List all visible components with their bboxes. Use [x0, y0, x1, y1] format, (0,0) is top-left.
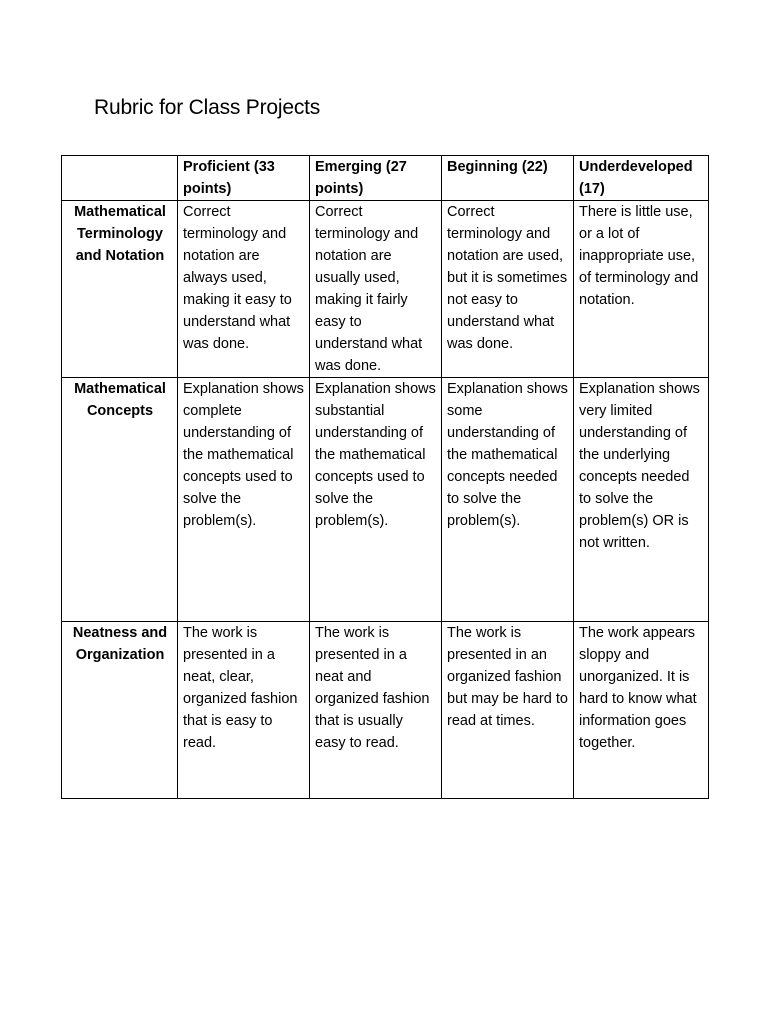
- table-cell: The work is presented in an organized fashion but may be hard to read at times.: [442, 622, 574, 799]
- criterion-terminology: Mathematical Terminology and Notation: [62, 201, 178, 378]
- table-cell: Explanation shows very limited understanding of the underlying concepts needed to solve the problem(s) OR is not written.: [574, 378, 709, 622]
- table-row: [62, 378, 709, 622]
- table-header-row: [62, 156, 709, 201]
- header-underdeveloped: Underdeveloped (17): [574, 156, 709, 201]
- table-cell: Correct terminology and notation are always used, making it easy to understand what was done.: [178, 201, 310, 378]
- table-cell: The work appears sloppy and unorganized. It is hard to know what information goes together.: [574, 622, 709, 799]
- table-cell: Correct terminology and notation are used, but it is sometimes not easy to understand what was done.: [442, 201, 574, 378]
- table-cell: Explanation shows complete understanding of the mathematical concepts used to solve the problem(s).: [178, 378, 310, 622]
- header-proficient: Proficient (33 points): [178, 156, 310, 201]
- criterion-neatness: Neatness and Organization: [62, 622, 178, 799]
- header-beginning: Beginning (22): [442, 156, 574, 201]
- header-emerging: Emerging (27 points): [310, 156, 442, 201]
- table-cell: The work is presented in a neat and organized fashion that is usually easy to read.: [310, 622, 442, 799]
- page-title: Rubric for Class Projects: [94, 96, 321, 119]
- criterion-concepts: Mathematical Concepts: [62, 378, 178, 622]
- header-cell-empty: [62, 156, 178, 201]
- table-cell: There is little use, or a lot of inappropriate use, of terminology and notation.: [574, 201, 709, 378]
- table-cell: The work is presented in a neat, clear, organized fashion that is easy to read.: [178, 622, 310, 799]
- table-row: [62, 201, 709, 378]
- table-cell: Explanation shows some understanding of the mathematical concepts needed to solve the problem(s).: [442, 378, 574, 622]
- rubric-table: [61, 155, 709, 799]
- table-cell: Correct terminology and notation are usually used, making it fairly easy to understand what was done.: [310, 201, 442, 378]
- table-cell: Explanation shows substantial understanding of the mathematical concepts used to solve the problem(s).: [310, 378, 442, 622]
- table-row: [62, 622, 709, 799]
